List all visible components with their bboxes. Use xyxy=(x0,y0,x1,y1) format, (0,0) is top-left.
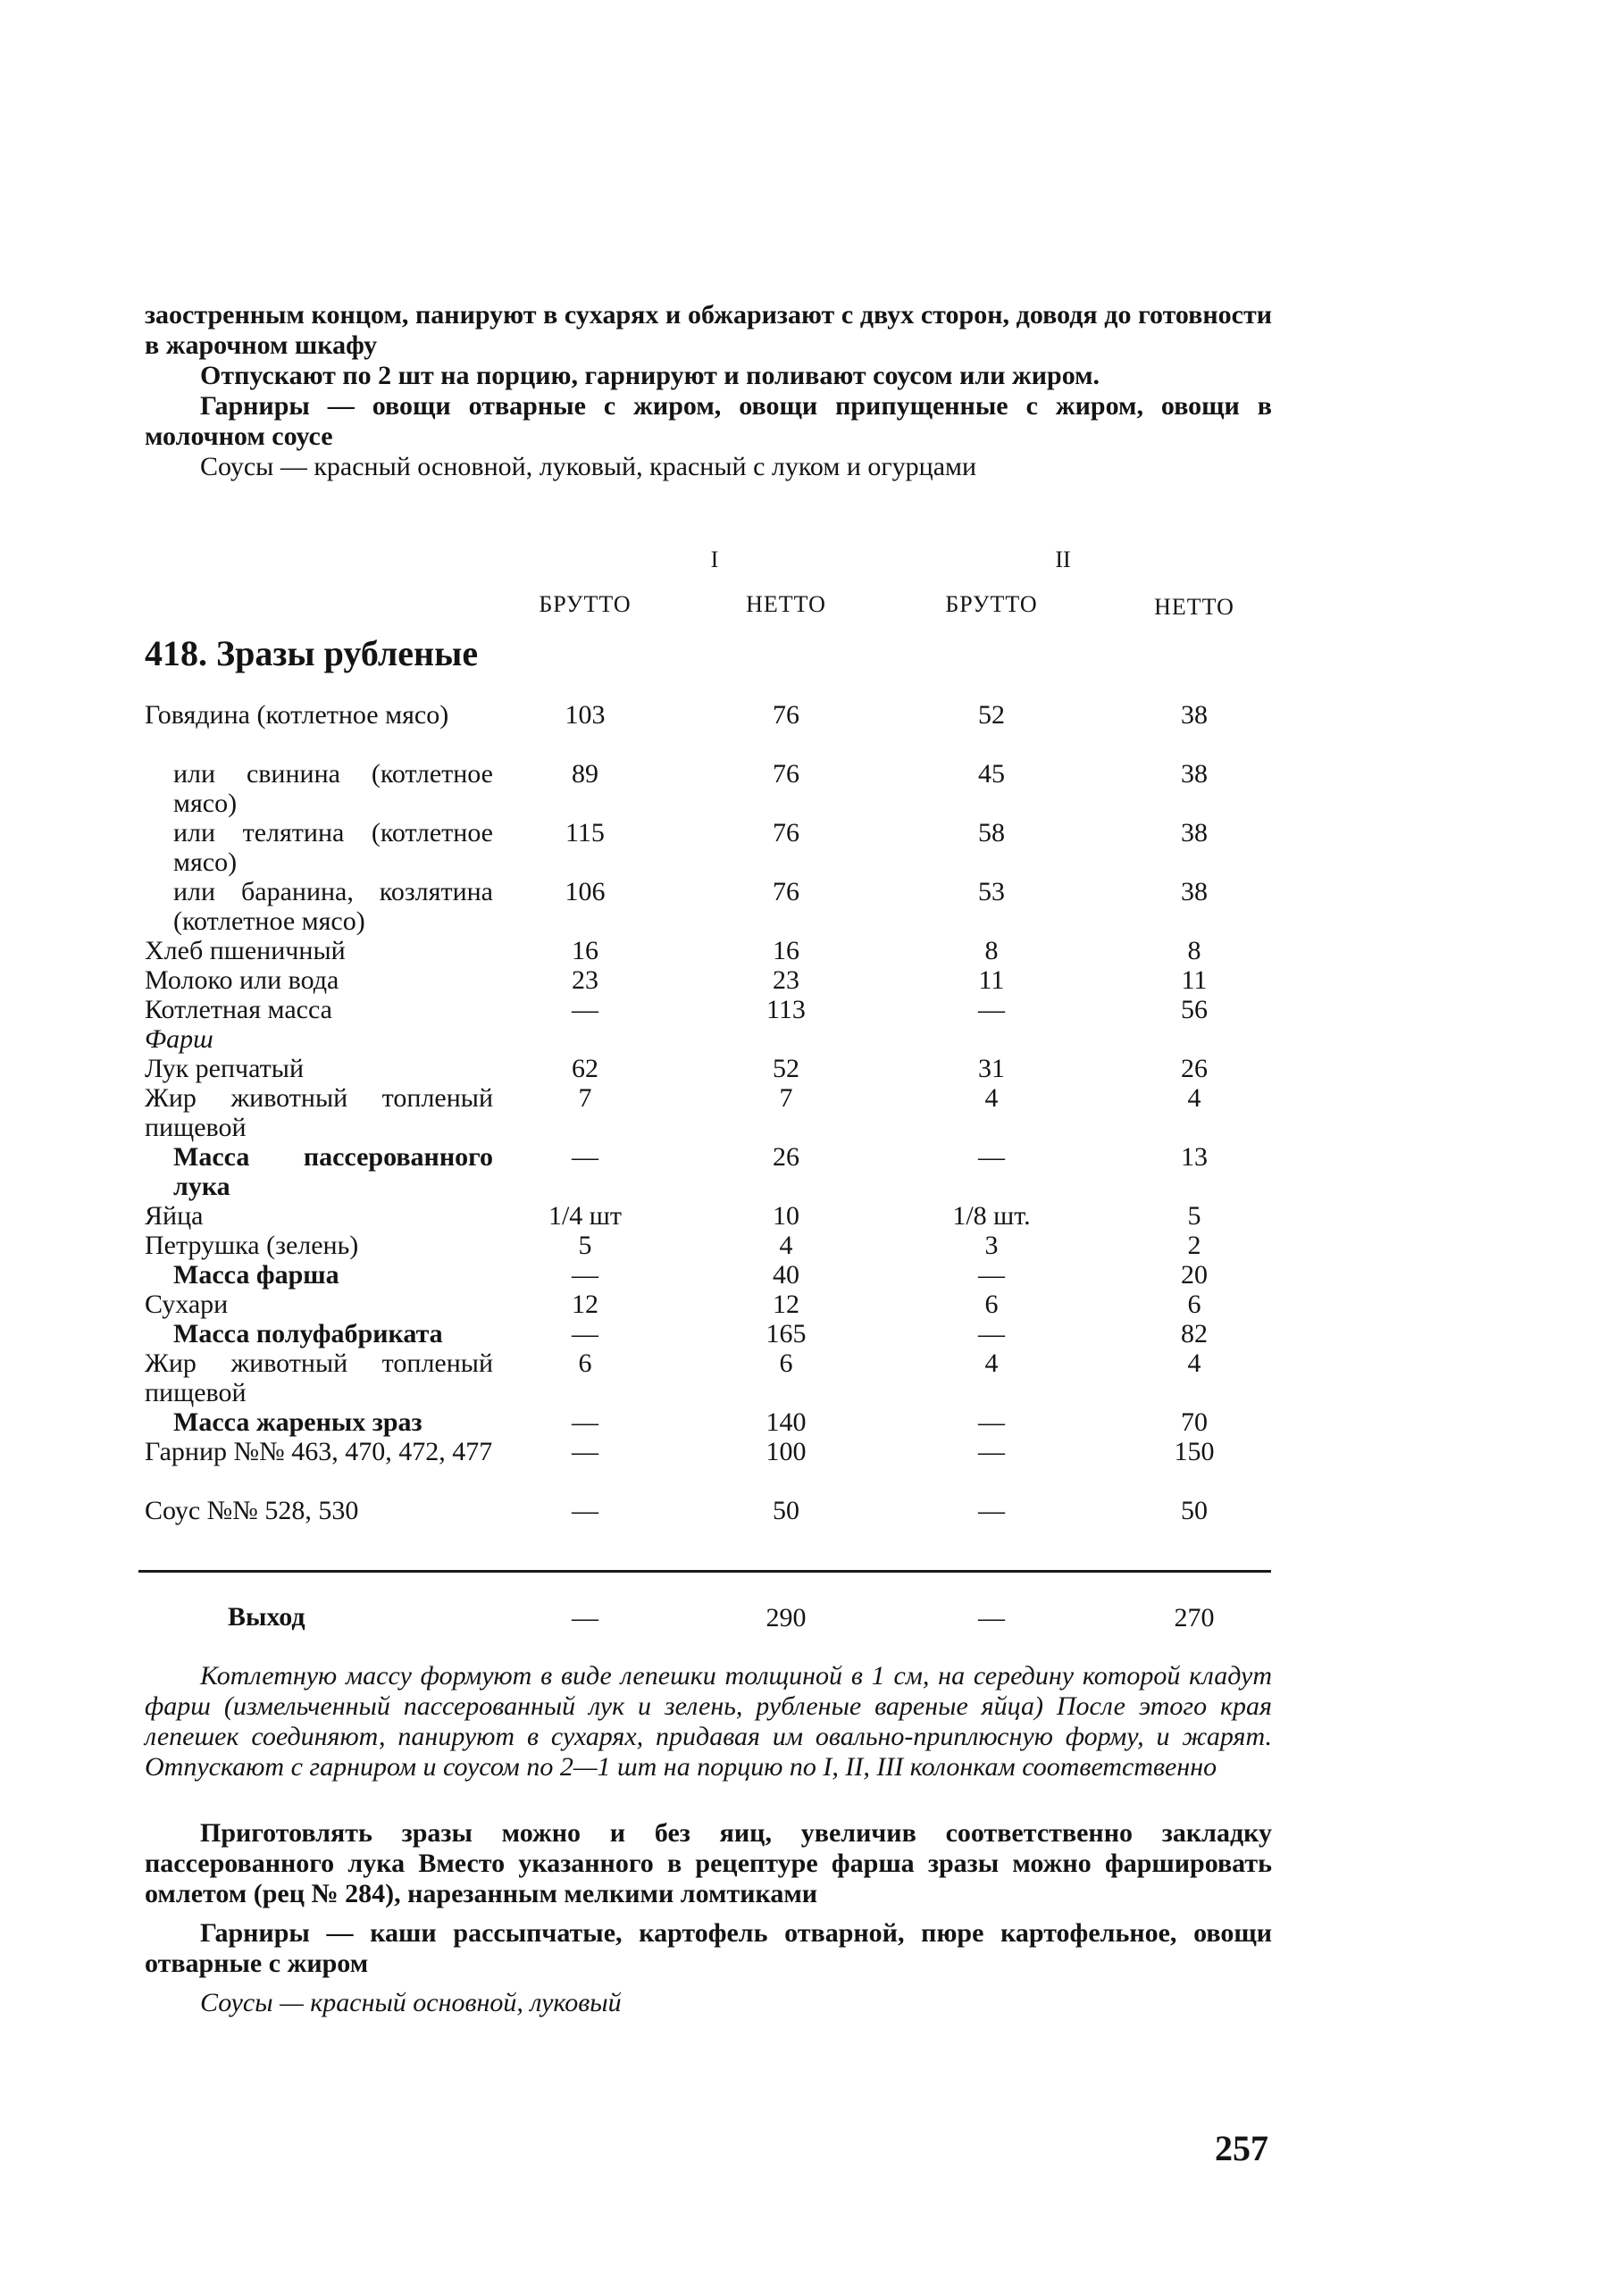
brutto-1-value: 1/4 шт xyxy=(548,1201,623,1231)
netto-1-value: 76 xyxy=(773,759,799,789)
netto-1-value: 50 xyxy=(773,1496,799,1525)
table-row xyxy=(0,1260,1623,1290)
netto-1-value: 10 xyxy=(773,1201,799,1231)
netto-2-value: 150 xyxy=(1174,1437,1215,1466)
section-label: Фарш xyxy=(145,1024,213,1054)
intro-serving-paragraph: Отпускают по 2 шт на порцию, гарнируют и поливают соусом или жиром. xyxy=(200,361,1100,390)
table-row xyxy=(0,995,1623,1024)
method-paragraph-2: Приготовлять зразы можно и без яиц, увеличив соответственно закладку пассерованного лука Вместо указанного в рецептуре фарша зразы можно фаршировать омлетом (рец № 284), нарезанным мелкими ломтиками xyxy=(145,1818,1272,1908)
brutto-2-value: 1/8 шт. xyxy=(952,1201,1031,1231)
brutto-1-value: — xyxy=(572,1496,598,1525)
brutto-2-value: 4 xyxy=(984,1348,999,1378)
table-row xyxy=(0,818,1623,877)
netto-2-value: 4 xyxy=(1187,1348,1201,1378)
output-row xyxy=(0,1603,1623,1632)
netto-2-value: 38 xyxy=(1181,877,1208,906)
brutto-1-value: — xyxy=(572,1260,598,1290)
page-number: 257 xyxy=(1215,2128,1268,2168)
output-label: Выход xyxy=(228,1602,305,1632)
netto-1-value: 4 xyxy=(779,1231,793,1260)
brutto-1-value: 6 xyxy=(578,1348,592,1378)
intro-paragraph-continued: заостренным концом, панируют в сухарях и обжаризают с двух сторон, доводя до готовности в жарочном шкафу xyxy=(145,300,1272,360)
brutto-1-value: — xyxy=(572,995,598,1024)
netto-2-value: 2 xyxy=(1187,1231,1201,1260)
netto-2-value: 6 xyxy=(1187,1290,1201,1319)
brutto-1-value: 106 xyxy=(565,877,606,906)
table-row xyxy=(0,965,1623,995)
table-row xyxy=(0,1319,1623,1348)
netto-1-value: 76 xyxy=(773,818,799,847)
brutto-2-value: 58 xyxy=(978,818,1005,847)
ingredient-name: Яйца xyxy=(145,1201,204,1231)
netto-2-value: 70 xyxy=(1181,1407,1208,1437)
netto-2-value: 13 xyxy=(1181,1142,1208,1172)
brutto-2-value: 11 xyxy=(978,965,1005,995)
brutto-2-value: — xyxy=(978,1496,1005,1525)
table-row xyxy=(0,759,1623,818)
brutto-2-value: 52 xyxy=(978,700,1005,730)
ingredient-name: Котлетная масса xyxy=(145,995,332,1024)
sauce-paragraph: Соусы — красный основной, луковый xyxy=(200,1988,622,2017)
brutto-1-value: 23 xyxy=(572,965,598,995)
brutto-1-value: 62 xyxy=(572,1054,598,1083)
netto-1-value: 26 xyxy=(773,1142,799,1172)
netto-1-value: 23 xyxy=(773,965,799,995)
netto-2-value: 11 xyxy=(1181,965,1208,995)
ingredient-name: Масса жареных зраз xyxy=(173,1407,422,1437)
brutto-2-value: 6 xyxy=(984,1290,999,1319)
brutto-1-value: — xyxy=(572,1437,598,1466)
garnish-paragraph: Гарниры — каши рассыпчатые, картофель отварной, пюре картофельное, овощи отварные с жиром xyxy=(145,1918,1272,1978)
netto-2-value: 38 xyxy=(1181,700,1208,730)
netto-2-value: 56 xyxy=(1181,995,1208,1024)
brutto-1-value: 16 xyxy=(572,936,598,965)
intro-sauce-paragraph: Соусы — красный основной, луковый, красный с луком и огурцами xyxy=(200,452,977,481)
table-row xyxy=(0,1201,1623,1231)
netto-2-value: 26 xyxy=(1181,1054,1208,1083)
ingredient-name: или свинина (котлетное мясо) xyxy=(173,759,493,818)
ingredient-name: Масса фарша xyxy=(173,1260,339,1290)
column-group-2: II xyxy=(1055,547,1071,572)
ingredient-name: или телятина (котлетное мясо) xyxy=(173,818,493,877)
brutto-2-value: — xyxy=(978,1142,1005,1172)
table-row xyxy=(0,936,1623,965)
column-netto-2: НЕТТО xyxy=(1154,594,1234,620)
brutto-1-value: 103 xyxy=(565,700,606,730)
table-row xyxy=(0,1348,1623,1407)
table-divider xyxy=(138,1570,1271,1573)
method-paragraph-1: Котлетную массу формуют в виде лепешки толщиной в 1 см, на середину которой кладут фарш (измельченный пассерованный лук и зелень, рубленые вареные яйца) После этого края лепешек соединяют, панируют в сухарях, придавая им овально-приплюсную форму, и жарят. Отпускают с гарниром и соусом по 2—1 шт на порцию по I, II, III колонкам соответственно xyxy=(145,1661,1272,1782)
ingredient-name: Сухари xyxy=(145,1290,229,1319)
ingredient-name: Говядина (котлетное мясо) xyxy=(145,700,449,730)
netto-2-value: 82 xyxy=(1181,1319,1208,1348)
table-row xyxy=(0,1437,1623,1466)
brutto-1-value: 7 xyxy=(578,1083,592,1113)
column-group-1: I xyxy=(710,547,719,572)
brutto-2-value: — xyxy=(978,995,1005,1024)
netto-1-value: 6 xyxy=(779,1348,793,1378)
netto-1-value: 113 xyxy=(766,995,806,1024)
netto-1-value: 76 xyxy=(773,700,799,730)
intro-garnish-paragraph: Гарниры — овощи отварные с жиром, овощи припущенные с жиром, овощи в молочном соусе xyxy=(145,391,1272,451)
ingredient-name: Молоко или вода xyxy=(145,965,339,995)
table-row xyxy=(0,1231,1623,1260)
brutto-1-value: — xyxy=(572,1407,598,1437)
brutto-2-value: — xyxy=(978,1437,1005,1466)
brutto-2-value: — xyxy=(978,1260,1005,1290)
brutto-1-value: 12 xyxy=(572,1290,598,1319)
table-row xyxy=(0,877,1623,936)
ingredient-name: Соус №№ 528, 530 xyxy=(145,1496,359,1525)
ingredient-name: Гарнир №№ 463, 470, 472, 477 xyxy=(145,1437,493,1466)
ingredient-name: или баранина, козлятина (котлетное мясо) xyxy=(173,877,493,936)
netto-2-value: 20 xyxy=(1181,1260,1208,1290)
table-row xyxy=(0,1290,1623,1319)
ingredient-name: Масса полуфабриката xyxy=(173,1319,443,1348)
netto-1-value: 12 xyxy=(773,1290,799,1319)
recipe-title: 418. Зразы рубленые xyxy=(145,633,479,673)
column-brutto-2: БРУТТО xyxy=(945,591,1038,617)
column-netto-1: НЕТТО xyxy=(746,591,826,617)
netto-1-value: 140 xyxy=(765,1407,807,1437)
netto-1-value: 7 xyxy=(779,1083,793,1113)
brutto-2-value: 3 xyxy=(984,1231,999,1260)
table-section-heading xyxy=(0,1024,1623,1054)
netto-2-value: 8 xyxy=(1187,936,1201,965)
output-brutto-2: — xyxy=(978,1603,1005,1632)
netto-1-value: 52 xyxy=(773,1054,799,1083)
column-brutto-1: БРУТТО xyxy=(539,591,632,617)
brutto-2-value: — xyxy=(978,1319,1005,1348)
netto-1-value: 76 xyxy=(773,877,799,906)
brutto-1-value: — xyxy=(572,1142,598,1172)
netto-2-value: 38 xyxy=(1181,818,1208,847)
brutto-2-value: 53 xyxy=(978,877,1005,906)
brutto-2-value: — xyxy=(978,1407,1005,1437)
brutto-2-value: 4 xyxy=(984,1083,999,1113)
ingredient-name: Петрушка (зелень) xyxy=(145,1231,359,1260)
output-netto-2: 270 xyxy=(1174,1603,1215,1632)
ingredient-name: Масса пассерованного лука xyxy=(173,1142,493,1201)
brutto-2-value: 45 xyxy=(978,759,1005,789)
table-row xyxy=(0,1496,1623,1525)
brutto-2-value: 8 xyxy=(984,936,999,965)
netto-1-value: 165 xyxy=(765,1319,807,1348)
ingredient-name: Жир животный топленый пищевой xyxy=(145,1083,493,1142)
netto-2-value: 38 xyxy=(1181,759,1208,789)
table-row xyxy=(0,1083,1623,1142)
netto-2-value: 5 xyxy=(1187,1201,1201,1231)
brutto-2-value: 31 xyxy=(978,1054,1005,1083)
ingredient-name: Жир животный топленый пищевой xyxy=(145,1348,493,1407)
table-row xyxy=(0,1142,1623,1201)
brutto-1-value: 89 xyxy=(572,759,598,789)
brutto-1-value: 115 xyxy=(565,818,605,847)
netto-1-value: 100 xyxy=(765,1437,807,1466)
brutto-1-value: — xyxy=(572,1319,598,1348)
netto-2-value: 4 xyxy=(1187,1083,1201,1113)
output-brutto-1: — xyxy=(572,1603,598,1632)
ingredient-name: Хлеб пшеничный xyxy=(145,936,346,965)
table-row xyxy=(0,1054,1623,1083)
netto-1-value: 40 xyxy=(773,1260,799,1290)
output-netto-1: 290 xyxy=(765,1603,807,1632)
table-row xyxy=(0,1407,1623,1437)
ingredient-name: Лук репчатый xyxy=(145,1054,304,1083)
netto-1-value: 16 xyxy=(773,936,799,965)
table-row xyxy=(0,700,1623,730)
brutto-1-value: 5 xyxy=(578,1231,592,1260)
netto-2-value: 50 xyxy=(1181,1496,1208,1525)
